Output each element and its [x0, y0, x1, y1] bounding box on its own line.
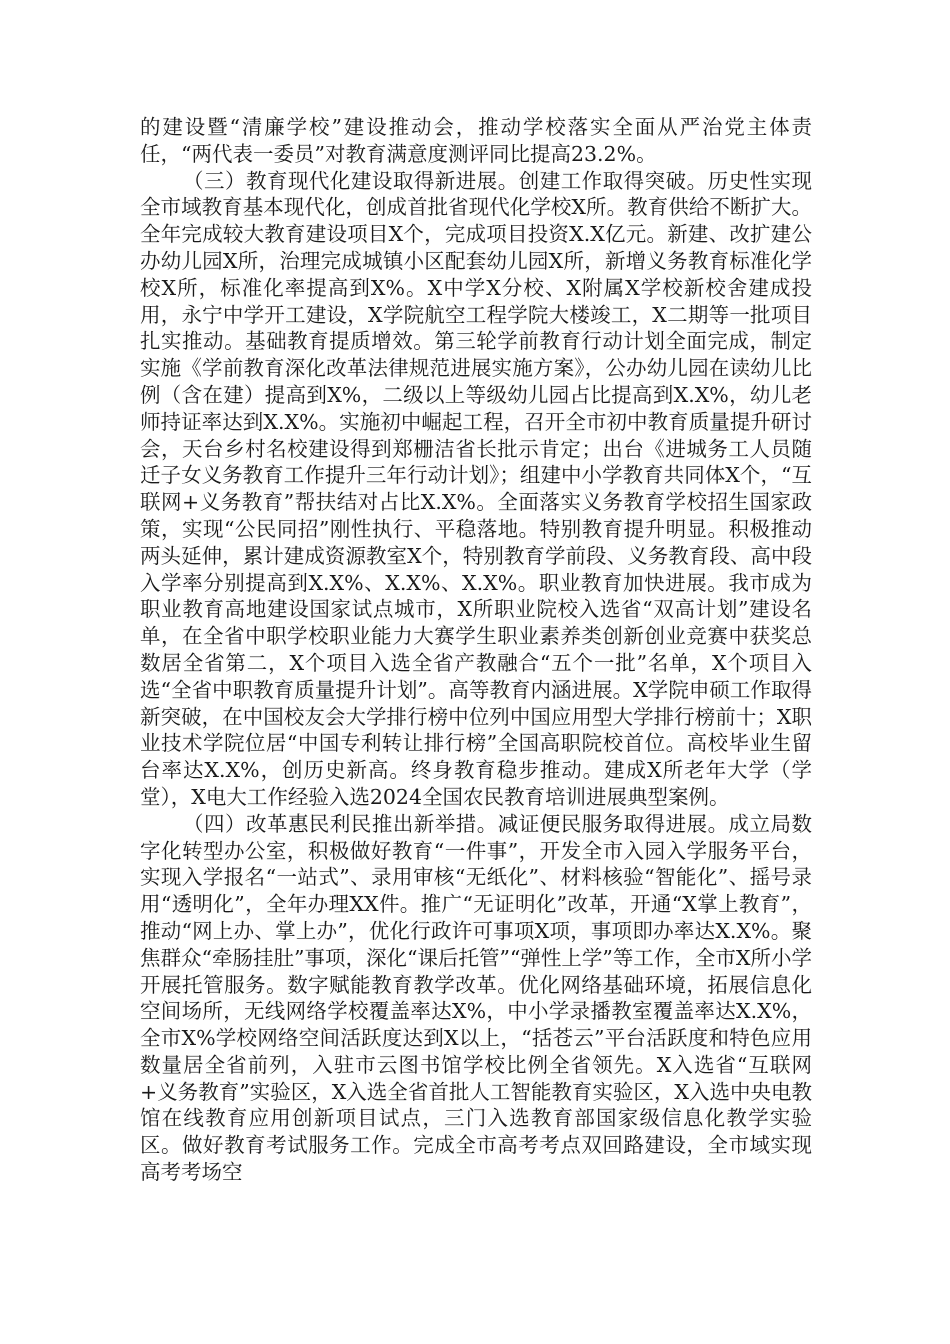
document-body — [140, 114, 812, 1186]
paragraph-continuation: 的建设暨“清廉学校”建设推动会，推动学校落实全面从严治党主体责任，“两代表一委员”对教育满意度测评同比提高23.2%。 — [140, 115, 812, 166]
paragraph-section-four: （四）改革惠民利民推出新举措。减证便民服务取得进展。成立局数字化转型办公室，积极做好教育“一件事”，开发全市入园入学服务平台，实现入学报名“一站式”、录用审核“无纸化”、材料核验“智能化”、摇号录用“透明化”，全年办理XX件。推广“无证明化”改革，开通“X掌上教育”，推动“网上办、掌上办”，优化行政许可事项X项，事项即办率达X.X%。聚焦群众“牵肠挂肚”事项，深化“课后托管”“弹性上学”等工作，全市X所小学开展托管服务。数字赋能教育教学改革。优化网络基础环境，拓展信息化空间场所，无线网络学校覆盖率达X%，中小学录播教室覆盖率达X.X%，全市X%学校网络空间活跃度达到X以上，“括苍云”平台活跃度和特色应用数量居全省前列，入驻市云图书馆学校比例全省领先。X入选省“互联网+义务教育”实验区，X入选全省首批人工智能教育实验区，X入选中央电教馆在线教育应用创新项目试点，三门入选教育部国家级信息化教学实验区。做好教育考试服务工作。完成全市高考考点双回路建设，全市域实现高考考场空 — [140, 811, 812, 1185]
paragraph-section-three: （三）教育现代化建设取得新进展。创建工作取得突破。历史性实现全市域教育基本现代化，创成首批省现代化学校X所。教育供给不断扩大。全年完成较大教育建设项目X个，完成项目投资X.X亿元。新建、改扩建公办幼儿园X所，治理完成城镇小区配套幼儿园X所，新增义务教育标准化学校X所，标准化率提高到X%。X中学X分校、X附属X学校新校舍建成投用，永宁中学开工建设，X学院航空工程学院大楼竣工，X二期等一批项目扎实推动。基础教育提质增效。第三轮学前教育行动计划全面完成，制定实施《学前教育深化改革法律规范进展实施方案》，公办幼儿园在读幼儿比例（含在建）提高到X%，二级以上等级幼儿园占比提高到X.X%，幼儿老师持证率达到X.X%。实施初中崛起工程，召开全市初中教育质量提升研讨会，天台乡村名校建设得到郑栅洁省长批示肯定；出台《进城务工人员随迁子女义务教育工作提升三年行动计划》；组建中小学教育共同体X个，“互联网+义务教育”帮扶结对占比X.X%。全面落实义务教育学校招生国家政策，实现“公民同招”刚性执行、平稳落地。特别教育提升明显。积极推动两头延伸，累计建成资源教室X个，特别教育学前段、义务教育段、高中段入学率分别提高到X.X%、X.X%、X.X%。职业教育加快进展。我市成为职业教育高地建设国家试点城市，X所职业院校入选省“双高计划”建设名单，在全省中职学校职业能力大赛学生职业素养类创新创业竞赛中获奖总数居全省第二，X个项目入选全省产教融合“五个一批”名单，X个项目入选“全省中职教育质量提升计划”。高等教育内涵进展。X学院申硕工作取得新突破，在中国校友会大学排行榜中位列中国应用型大学排行榜前十；X职业技术学院位居“中国专利转让排行榜”全国高职院校首位。高校毕业生留台率达X.X%，创历史新高。终身教育稳步推动。建成X所老年大学（学堂），X电大工作经验入选2024全国农民教育培训进展典型案例。 — [140, 168, 812, 809]
